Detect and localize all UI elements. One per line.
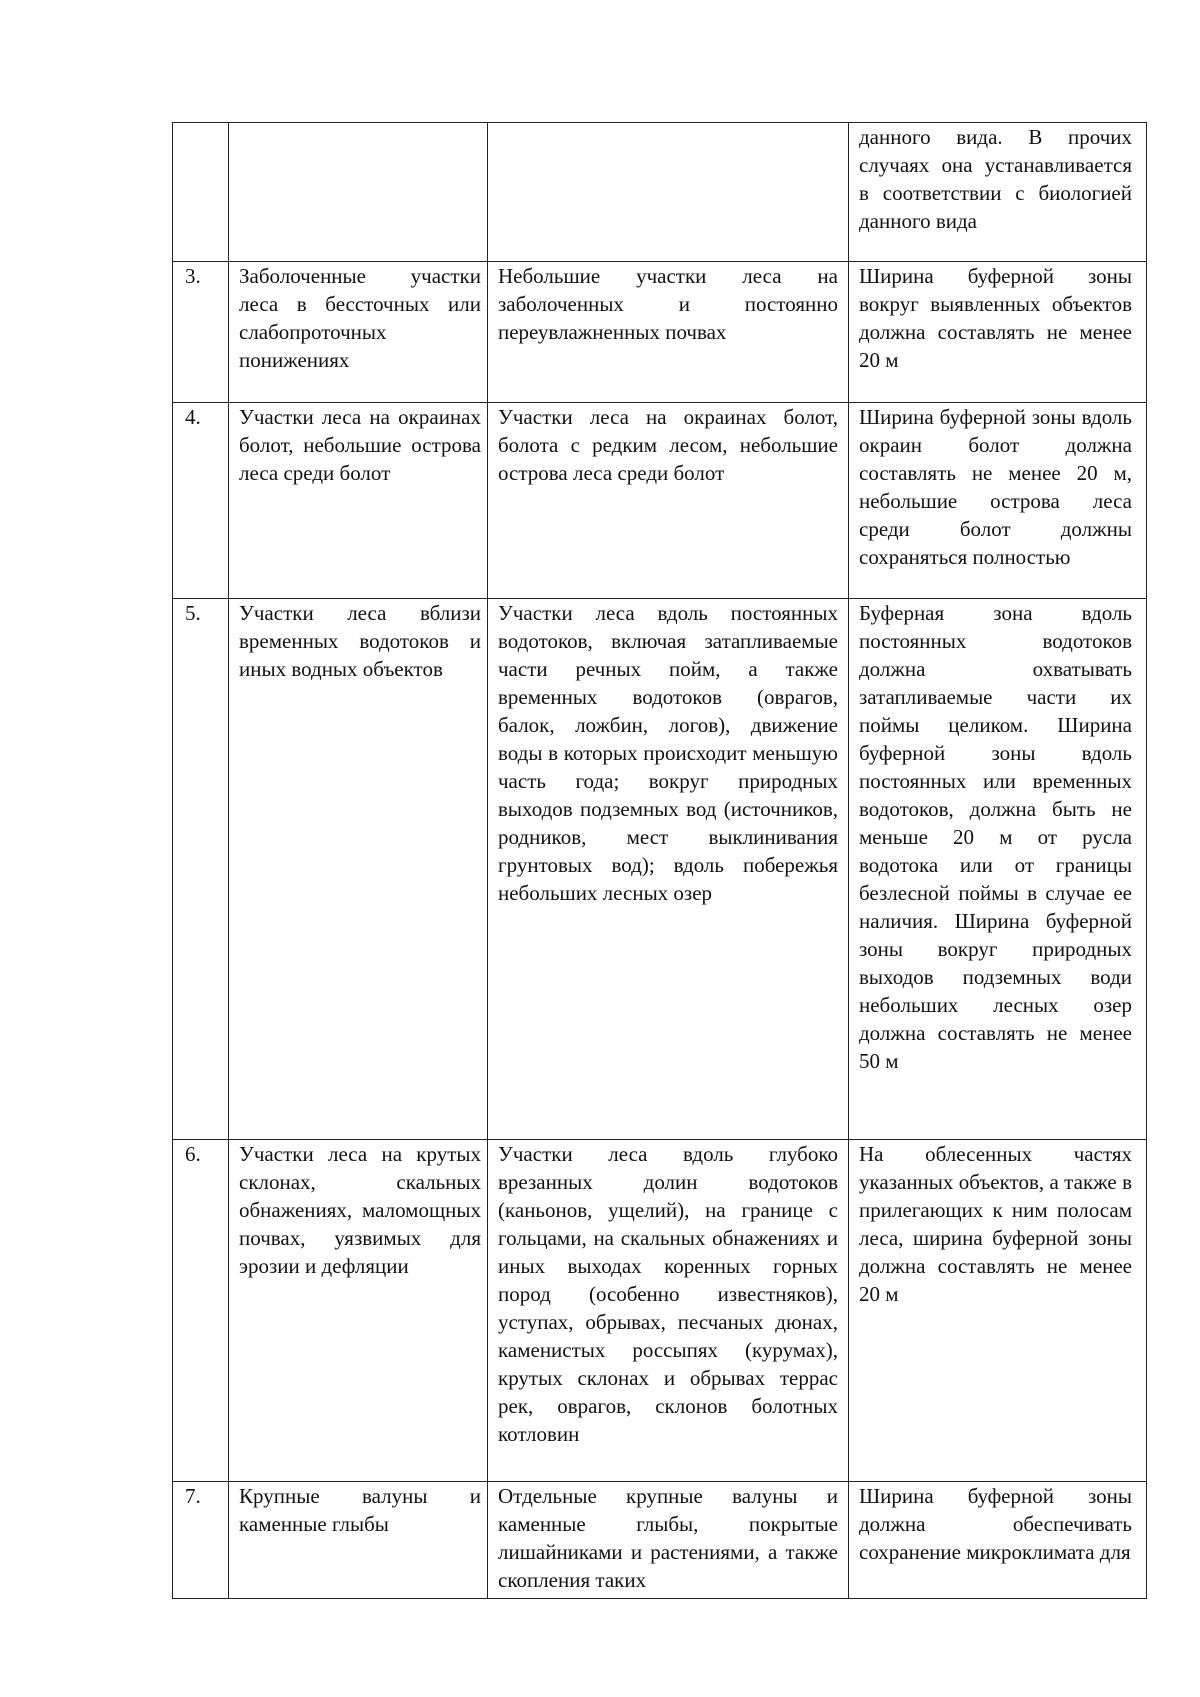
object-name: Крупные валуны и каменные глыбы bbox=[229, 1482, 488, 1599]
object-description bbox=[488, 123, 849, 262]
buffer-zone-table bbox=[172, 122, 1147, 1599]
buffer-zone-requirement: данного вида. В прочих случаях она устанавливается в соответствии с биологией данного вида bbox=[849, 123, 1147, 262]
table-row bbox=[173, 403, 1147, 599]
object-description: Участки леса на окраинах болот, болота с редким лесом, небольшие острова леса среди болот bbox=[488, 403, 849, 599]
buffer-zone-requirement: Ширина буферной зоны вокруг выявленных объектов должна составлять не менее 20 м bbox=[849, 262, 1147, 403]
table-row bbox=[173, 1140, 1147, 1482]
row-number: 3. bbox=[173, 262, 229, 403]
row-number: 6. bbox=[173, 1140, 229, 1482]
object-name: Участки леса вблизи временных водотоков и иных водных объектов bbox=[229, 599, 488, 1140]
object-description: Небольшие участки леса на заболоченных и постоянно переувлажненных почвах bbox=[488, 262, 849, 403]
object-name: Участки леса на крутых склонах, скальных обнажениях, маломощных почвах, уязвимых для эрозии и дефляции bbox=[229, 1140, 488, 1482]
row-number bbox=[173, 123, 229, 262]
object-description: Участки леса вдоль постоянных водотоков, включая затапливаемые части речных пойм, а также временных водотоков (оврагов, балок, ложбин, логов), движение воды в которых происходит меньшую часть года; вокруг природных выходов подземных вод (источников, родников, мест выклинивания грунтовых вод); вдоль побережья небольших лесных озер bbox=[488, 599, 849, 1140]
table-row bbox=[173, 123, 1147, 262]
object-description: Участки леса вдоль глубоко врезанных долин водотоков (каньонов, ущелий), на границе с гольцами, на скальных обнажениях и иных выходах коренных горных пород (особенно известняков), уступах, обрывах, песчаных дюнах, каменистых россыпях (курумах), крутых склонах и обрывах террас рек, оврагов, склонов болотных котловин bbox=[488, 1140, 849, 1482]
object-name: Участки леса на окраинах болот, небольшие острова леса среди болот bbox=[229, 403, 488, 599]
row-number: 5. bbox=[173, 599, 229, 1140]
row-number: 7. bbox=[173, 1482, 229, 1599]
object-name: Заболоченные участки леса в бессточных или слабопроточных понижениях bbox=[229, 262, 488, 403]
buffer-zone-requirement: На облесенных частях указанных объектов, а также в прилегающих к ним полосам леса, ширина буферной зоны должна составлять не менее 20 м bbox=[849, 1140, 1147, 1482]
buffer-zone-requirement: Ширина буферной зоны вдоль окраин болот должна составлять не менее 20 м, небольшие острова леса среди болот должны сохраняться полностью bbox=[849, 403, 1147, 599]
buffer-zone-requirement: Буферная зона вдоль постоянных водотоков должна охватывать затапливаемые части их поймы целиком. Ширина буферной зоны вдоль постоянных или временных водотоков, должна быть не меньше 20 м от русла водотока или от границы безлесной поймы в случае ее наличия. Ширина буферной зоны вокруг природных выходов подземных води небольших лесных озер должна составлять не менее 50 м bbox=[849, 599, 1147, 1140]
table-row bbox=[173, 262, 1147, 403]
object-name bbox=[229, 123, 488, 262]
object-description: Отдельные крупные валуны и каменные глыбы, покрытые лишайниками и растениями, а также скопления таких bbox=[488, 1482, 849, 1599]
table-row bbox=[173, 1482, 1147, 1599]
table-row bbox=[173, 599, 1147, 1140]
row-number: 4. bbox=[173, 403, 229, 599]
buffer-zone-requirement: Ширина буферной зоны должна обеспечивать сохранение микроклимата для bbox=[849, 1482, 1147, 1599]
